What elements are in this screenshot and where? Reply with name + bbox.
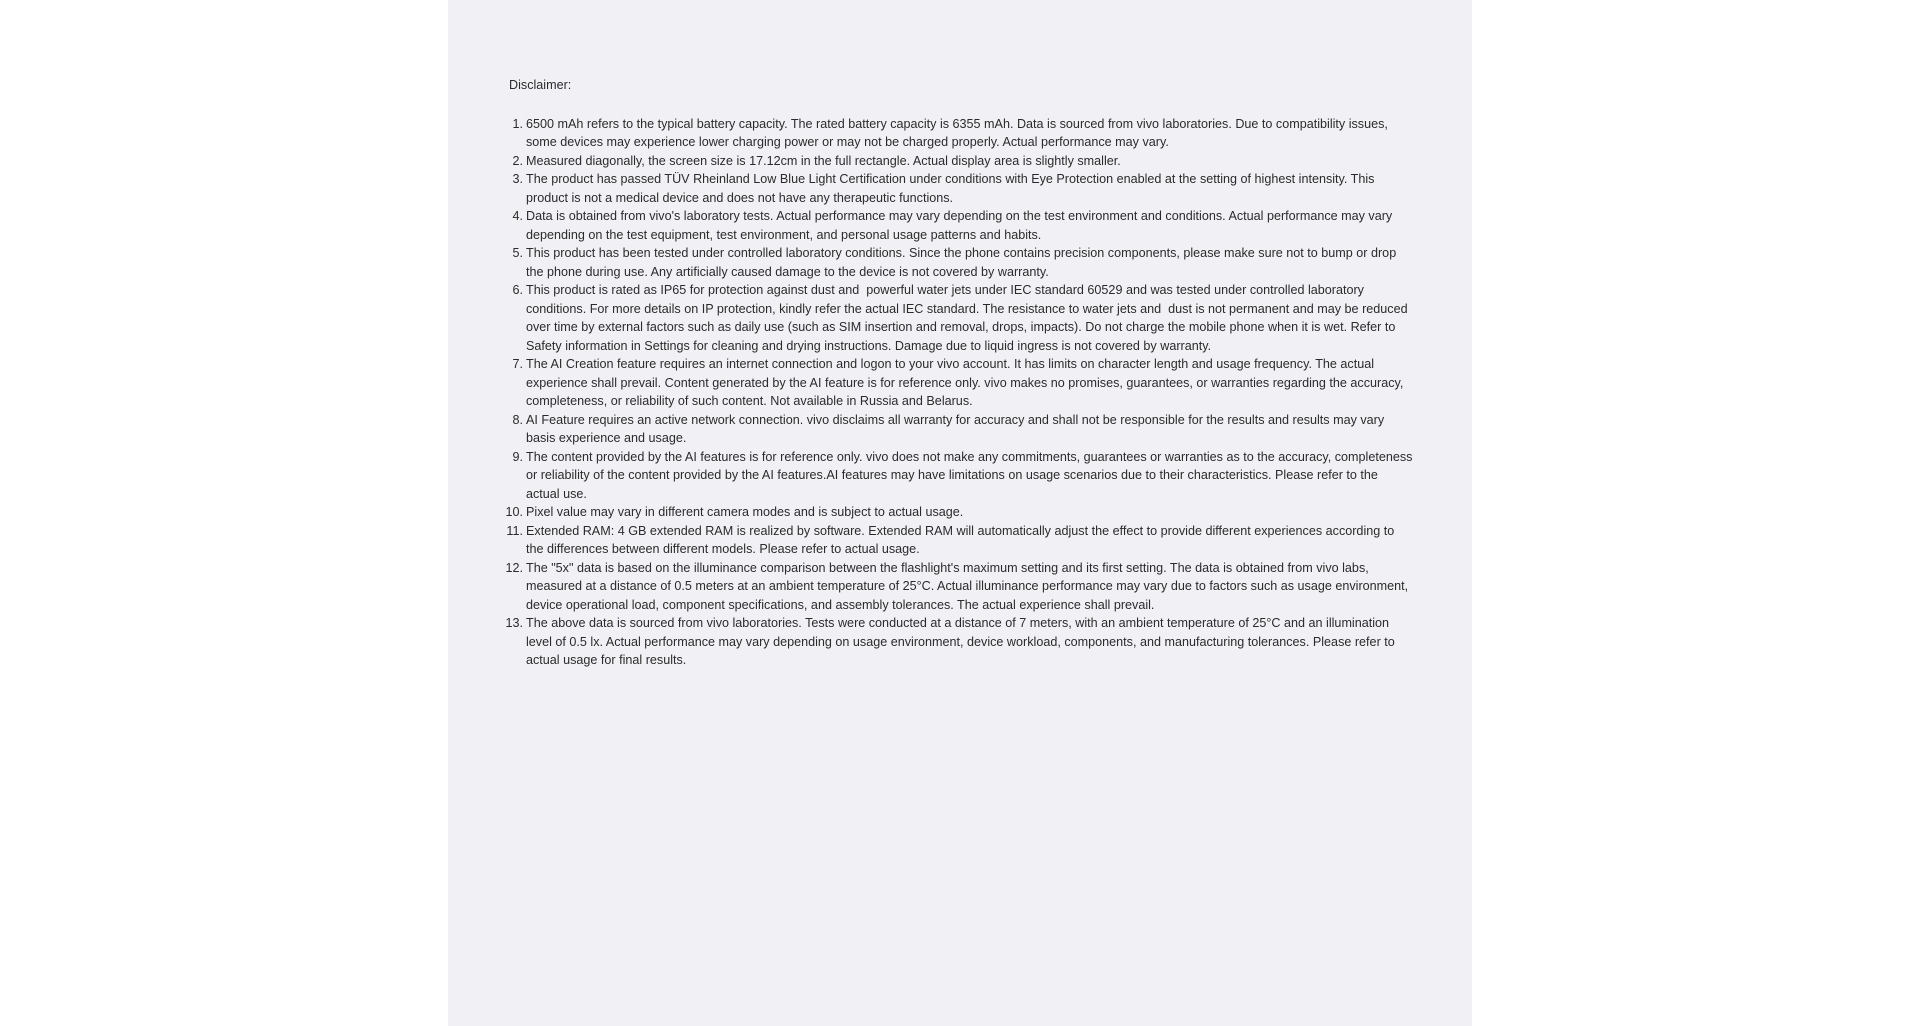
item-number: 11. bbox=[506, 523, 523, 538]
item-number: 3. bbox=[512, 172, 523, 186]
disclaimer-title: Disclaimer: bbox=[509, 78, 572, 92]
item-number: 5. bbox=[512, 246, 523, 260]
item-text: Pixel value may vary in different camera modes and is subject to actual usage. bbox=[526, 505, 964, 519]
disclaimer-item bbox=[512, 411, 1414, 448]
item-text: This product has been tested under controlled laboratory conditions. Since the phone contains precision components, please make sure not to bump or drop the phone during use. Any artificially caused damage to the device is not covered by warranty. bbox=[526, 246, 1400, 279]
disclaimer-item bbox=[505, 503, 1414, 522]
item-number: 4. bbox=[512, 209, 523, 223]
disclaimer-item bbox=[506, 522, 1414, 559]
disclaimer-item bbox=[505, 614, 1414, 670]
disclaimer-item bbox=[512, 448, 1416, 504]
item-text: The above data is sourced from vivo laboratories. Tests were conducted at a distance of 7 meters, with an ambient temperature of 25°C and an illumination level of 0.5 lx. Actual performance may vary depending on usage environment, device workload, components, and manufacturing tolerances. Please refer to actual usage for final results. bbox=[526, 616, 1399, 667]
item-number: 10. bbox=[505, 505, 523, 519]
item-number: 1. bbox=[512, 116, 523, 131]
item-text: This product is rated as IP65 for protection against dust and powerful water jets under IEC standard 60529 and was tested under controlled laboratory conditions. For more details on IP protection, kindly refer the actual IEC standard. The resistance to water jets and dust is not permanent and may be reduced over time by external factors such as daily use (such as SIM insertion and removal, drops, impacts). Do not charge the mobile phone when it is wet. Refer to Safety information in Settings for cleaning and drying instructions. Damage due to liquid ingress is not covered by warranty. bbox=[526, 283, 1412, 353]
disclaimer-content bbox=[505, 76, 1416, 670]
item-number: 8. bbox=[512, 412, 523, 427]
item-text: 6500 mAh refers to the typical battery capacity. The rated battery capacity is 6355 mAh. Data is sourced from vivo laboratories. Due to compatibility issues, some devices may experience lower charging power or may not be charged properly. Actual performance may vary. bbox=[526, 116, 1392, 149]
item-text: The "5x" data is based on the illuminance comparison between the flashlight's maximum setting and its first setting. The data is obtained from vivo labs, measured at a distance of 0.5 meters at an ambient temperature of 25°C. Actual illuminance performance may vary due to factors such as usage environment, device operational load, component specifications, and assembly tolerances. The actual experience shall prevail. bbox=[526, 560, 1412, 612]
disclaimer-item bbox=[512, 170, 1414, 207]
item-text: The product has passed TÜV Rheinland Low Blue Light Certification under conditions with Eye Protection enabled at the setting of highest intensity. This product is not a medical device and does not have any therapeutic functions. bbox=[526, 172, 1378, 205]
disclaimer-item bbox=[512, 244, 1414, 281]
disclaimer-item bbox=[505, 559, 1414, 615]
item-text: Measured diagonally, the screen size is 17.12cm in the full rectangle. Actual display area is slightly smaller. bbox=[526, 153, 1121, 168]
item-text: The AI Creation feature requires an internet connection and logon to your vivo account. It has limits on character length and usage frequency. The actual experience shall prevail. Content generated by the AI feature is for reference only. vivo makes no promises, guarantees, or warranties regarding the accuracy, completeness, or reliability of such content. Not available in Russia and Belarus. bbox=[526, 357, 1407, 408]
disclaimer-item bbox=[512, 281, 1414, 355]
disclaimer-item bbox=[512, 207, 1414, 244]
item-text: The content provided by the AI features is for reference only. vivo does not make any commitments, guarantees or warranties as to the accuracy, completeness or reliability of the content provided by the AI features.AI features may have limitations on usage scenarios due to their characteristics. Please refer to the actual use. bbox=[526, 449, 1416, 501]
disclaimer-item bbox=[512, 115, 1414, 152]
item-number: 6. bbox=[512, 283, 523, 297]
item-number: 2. bbox=[512, 153, 523, 168]
item-text: AI Feature requires an active network connection. vivo disclaims all warranty for accuracy and shall not be responsible for the results and results may vary basis experience and usage. bbox=[526, 412, 1388, 445]
item-text: Data is obtained from vivo's laboratory tests. Actual performance may vary depending on the test environment and conditions. Actual performance may vary depending on the test equipment, test environment, and personal usage patterns and habits. bbox=[526, 209, 1396, 242]
item-number: 7. bbox=[512, 357, 523, 371]
item-number: 13. bbox=[505, 616, 523, 630]
disclaimer-panel bbox=[448, 0, 1472, 1026]
disclaimer-list bbox=[505, 115, 1416, 670]
disclaimer-item bbox=[512, 152, 1414, 171]
item-number: 12. bbox=[505, 560, 523, 575]
item-number: 9. bbox=[512, 449, 523, 464]
disclaimer-item bbox=[512, 355, 1414, 411]
item-text: Extended RAM: 4 GB extended RAM is realized by software. Extended RAM will automatically adjust the effect to provide different experiences according to the differences between different models. Please refer to actual usage. bbox=[526, 523, 1398, 556]
